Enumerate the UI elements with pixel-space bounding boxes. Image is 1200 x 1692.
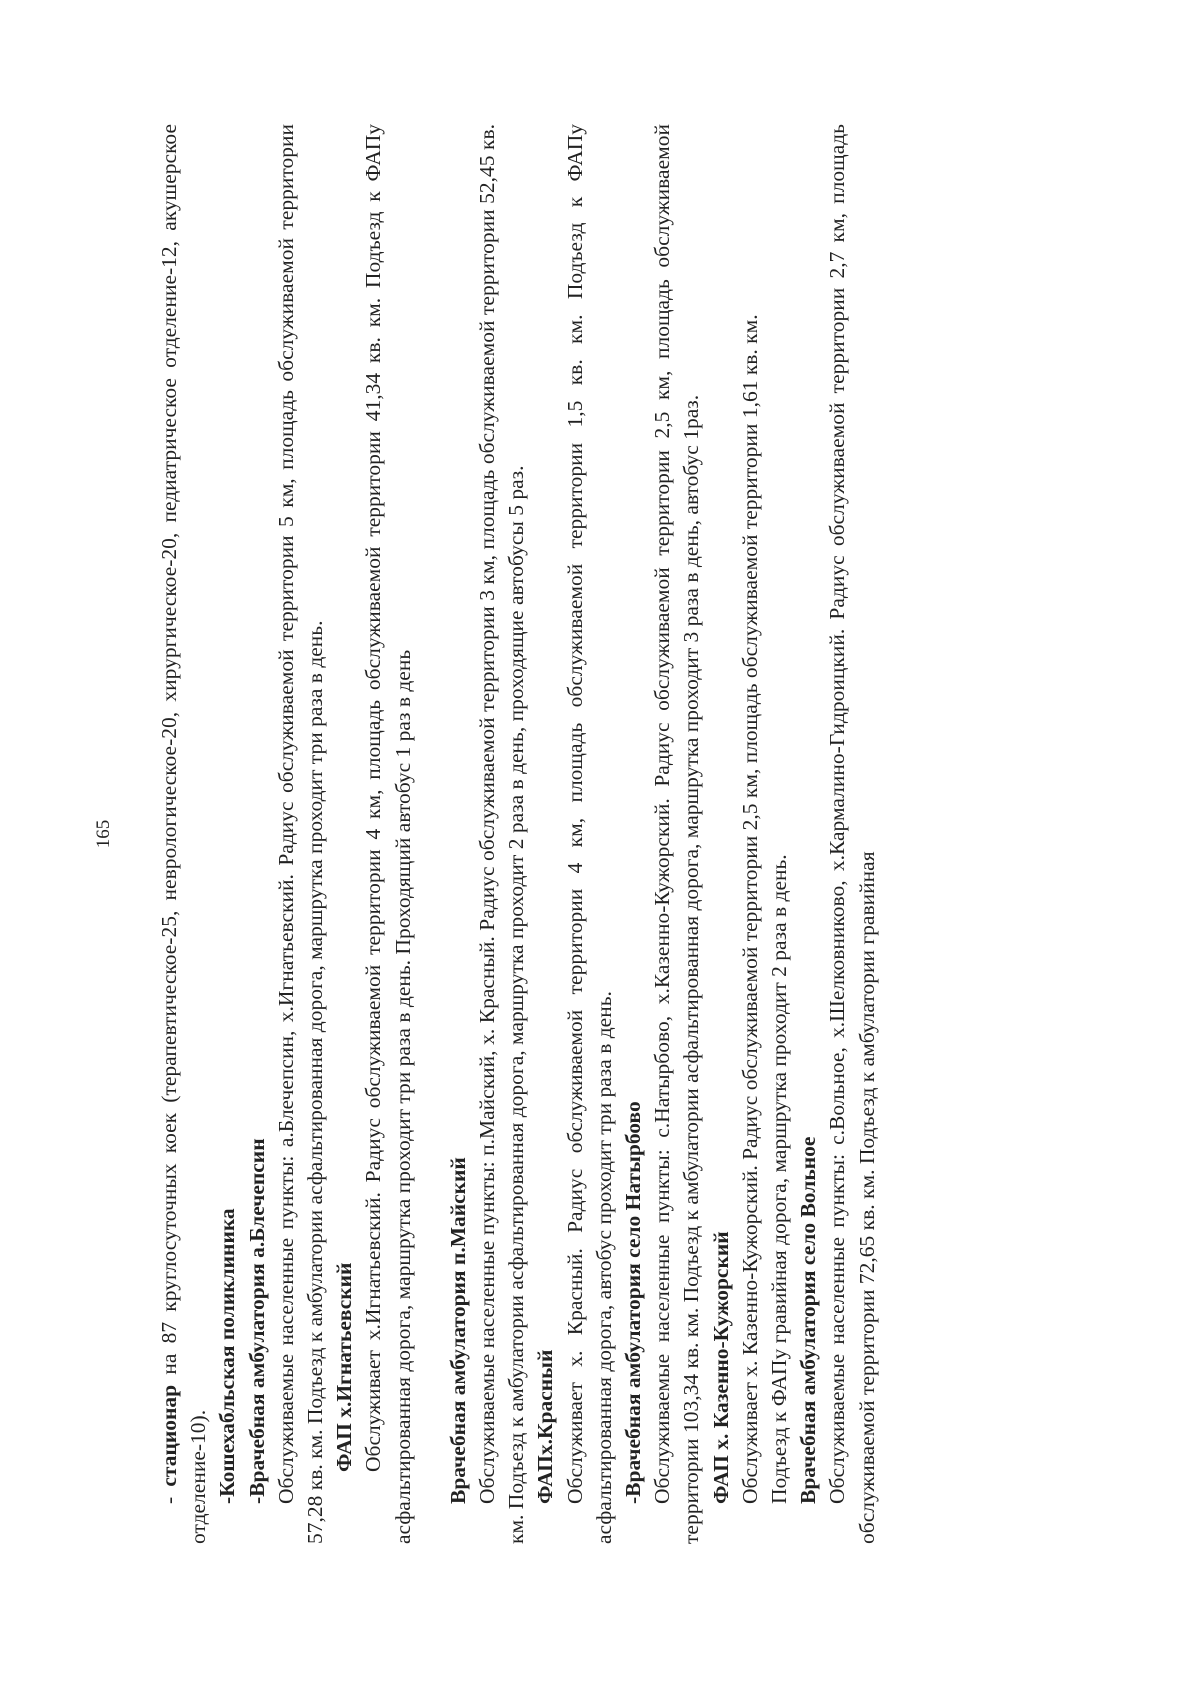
heading-natyrbovo-ambulatory: -Врачебная амбулатория село Натырбово (621, 1101, 646, 1504)
paragraph-natyrbovo: Обслуживаемые населенные пункты: с.Натырбово, х.Казенно-Кужорский. Радиус обслуживаемой территории 2,5 км, площадь обслуживаемой территории 103,34 кв. км. Подъезд к амбулатории асфальтированная дорога, маршрутка проходит 3 раза в день, автобус 1раз. (650, 124, 704, 1544)
heading-volnoe-ambulatory: Врачебная амбулатория село Вольное (796, 1136, 821, 1504)
heading-fap-kazenno: ФАП х. Казенно-Кужорский (708, 1231, 733, 1504)
rotated-page-content (93, 124, 1035, 1544)
paragraph-stacionar: - стационар на 87 круглосуточных коек (терапевтическое-25, неврологическое-20, хирургическое-20, педиатрическое отделение-12, акушерское отделение-10). (157, 124, 211, 1544)
paragraph-mayskiy: Обслуживаемые населенные пункты: п.Майский, х. Красный. Радиус обслуживаемой территории 3 км, площадь обслуживаемой территории 52,45 кв. км. Подъезд к амбулатории асфальтированная дорога, маршрутка проходит 2 раза в день, проходящие автобусы 5 раз. (475, 124, 529, 1544)
document-page (93, 124, 1035, 1544)
term-stacionar: стационар (157, 1384, 181, 1487)
paragraph-stacionar-text: на 87 круглосуточных коек (терапевтическое-25, неврологическое-20, хирургическое-20, педиатрическое отделение-12, акушерское отделение-10). (157, 124, 211, 1544)
heading-blechepsin-ambulatory: -Врачебная амбулатория а.Блечепсин (244, 1138, 269, 1504)
paragraph-fap-kazenno: Обслуживает х. Казенно-Кужорский. Радиус обслуживаемой территории 2,5 км, площадь обслуживаемой территории 1,61 кв. км. (737, 314, 762, 1504)
paragraph-fap-krasny: Обслуживает х. Красный. Радиус обслуживаемой территории 4 км, площадь обслуживаемой территории 1,5 кв. км. Подъезд к ФАПу асфальтированная дорога, автобус проходит три раза в день. (562, 124, 616, 1544)
paragraph-fap-ignatyevsky: Обслуживает х.Игнатьевский. Радиус обслуживаемой территории 4 км, площадь обслуживаемой территории 41,34 кв. км. Подъезд к ФАПу асфальтированная дорога, маршрутка проходит три раза в день. Проходящий автобус 1 раз в день (361, 124, 415, 1544)
paragraph-fap-kazenno-road: Подъезд к ФАПу гравийная дорога, маршрутка проходит 2 раза в день. (767, 854, 792, 1504)
paragraph-blechepsin: Обслуживаемые населенные пункты: а.Блечепсин, х.Игнатьевский. Радиус обслуживаемой территории 5 км, площадь обслуживаемой территории 57,28 кв. км. Подъезд к амбулатории асфальтированная дорога, маршрутка проходит три раза в день. (273, 124, 328, 1544)
heading-koshekhabl-polyclinic: -Кошехабльская поликлиника (215, 1208, 240, 1504)
heading-fap-ignatyevsky: ФАП х.Игнатьевский (332, 1262, 357, 1472)
paragraph-volnoe: Обслуживаемые населенные пункты: с.Вольное, х.Шелковниково, х.Кармалино-Гидроицкий. Радиус обслуживаемой территории 2,7 км, площадь обслуживаемой территории 72,65 кв. км. Подъезд к амбулатории гравийная (825, 124, 879, 1544)
document-body (155, 124, 882, 1544)
page-number: 165 (93, 819, 114, 849)
heading-fap-krasny: ФАПх.Красный (533, 1349, 558, 1504)
heading-mayskiy-ambulatory: Врачебная амбулатория п.Майский (445, 1157, 470, 1504)
